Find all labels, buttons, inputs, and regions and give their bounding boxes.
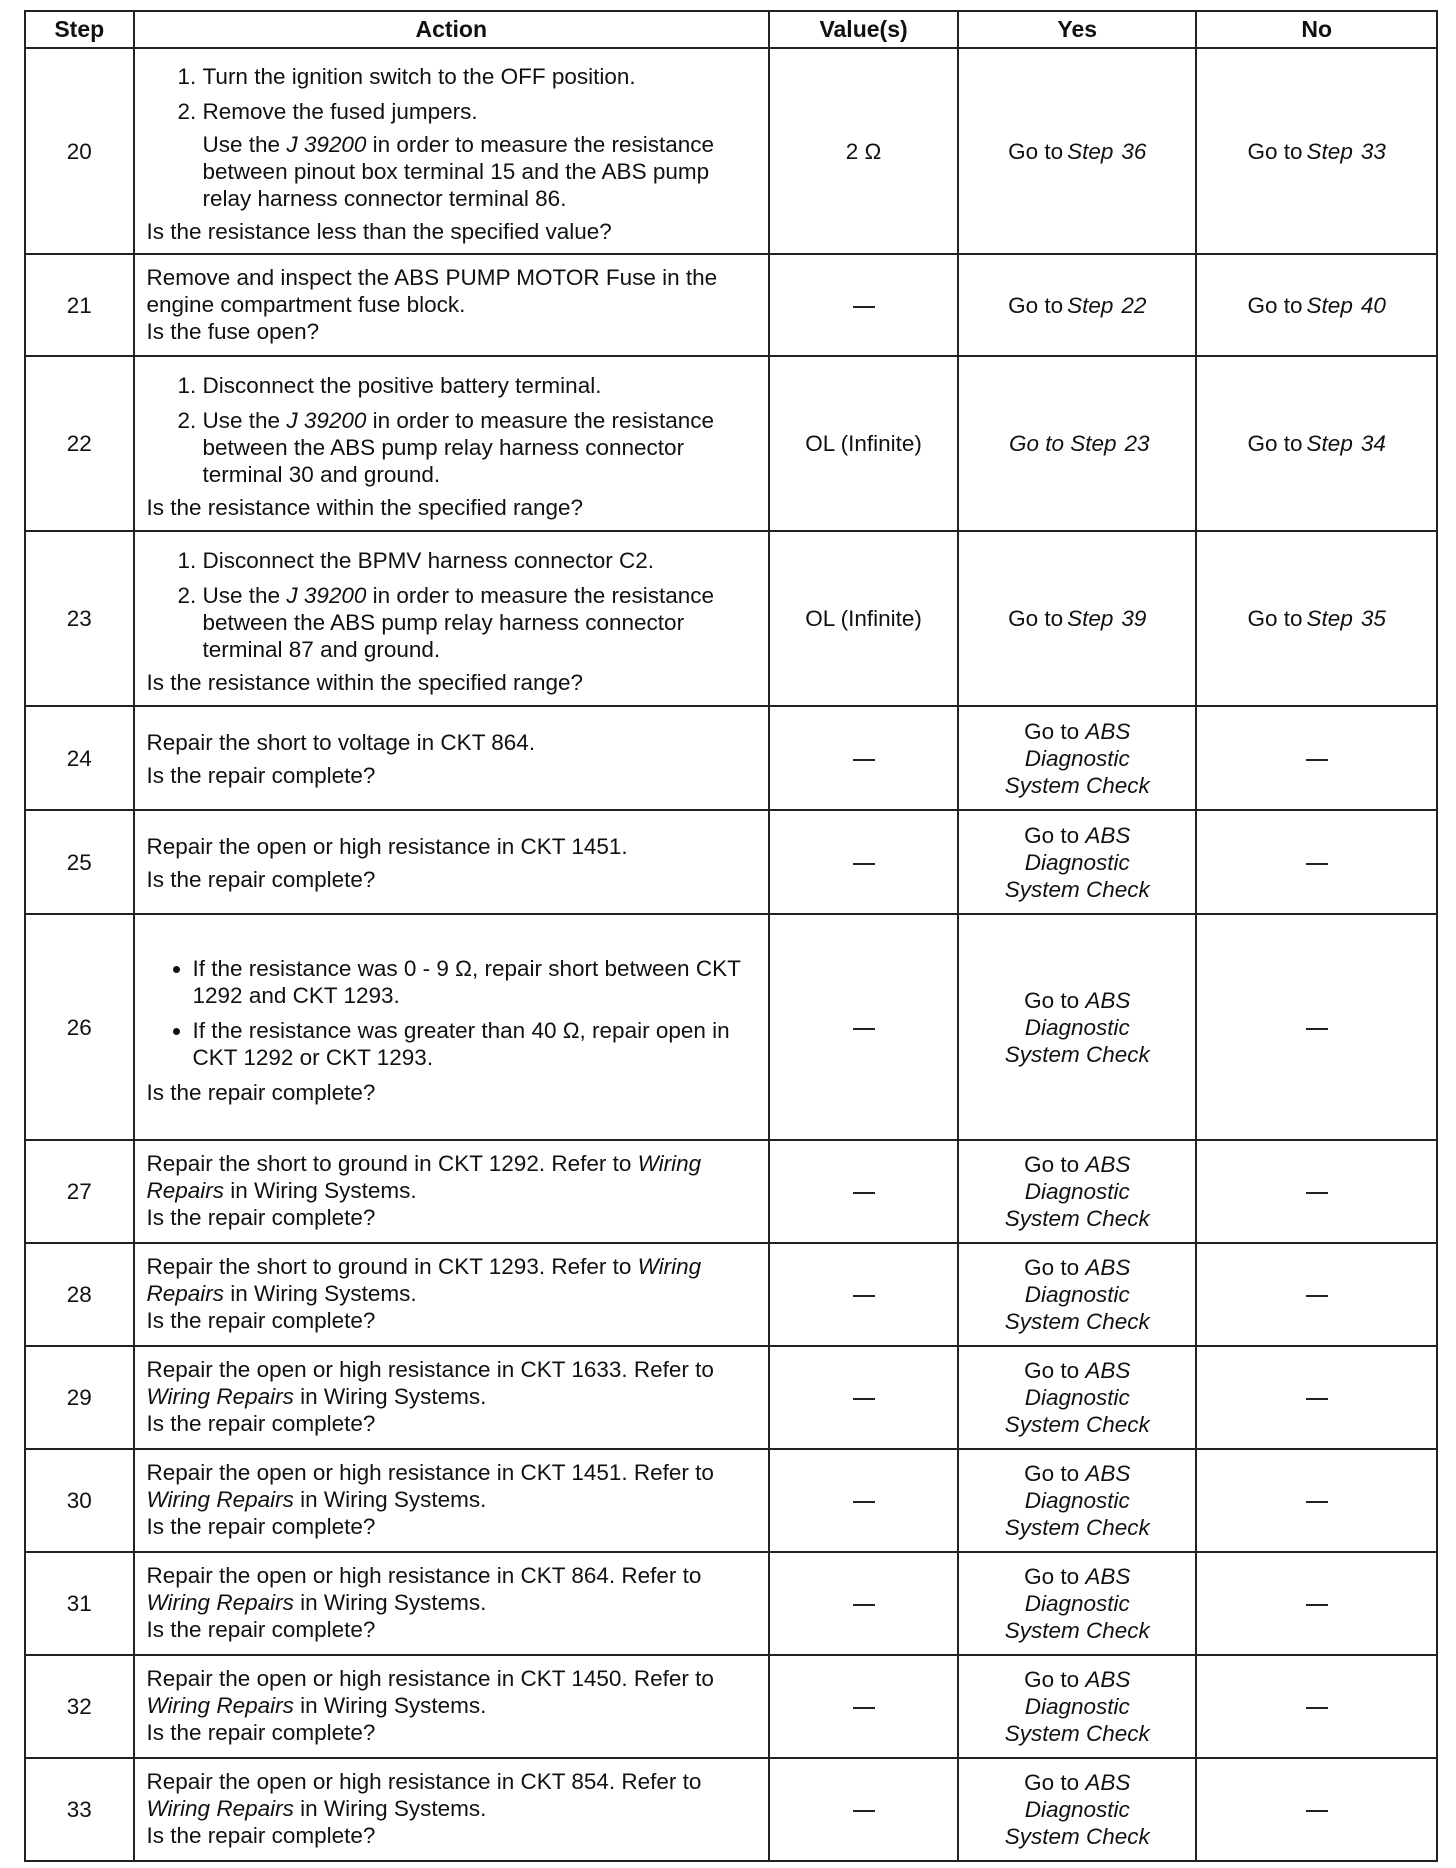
yes-cell: Go to ABS Diagnostic System Check xyxy=(958,1552,1196,1655)
yes-cell: Go to ABS Diagnostic System Check xyxy=(958,1243,1196,1346)
action-question: Is the repair complete? xyxy=(146,1205,376,1230)
action-bullet: • If the resistance was 0 - 9 Ω, repair short between CKT 1292 and CKT 1293. xyxy=(193,955,757,1009)
dash-icon xyxy=(853,1810,875,1812)
no-cell: Go to Step 35 xyxy=(1196,531,1437,706)
value-cell xyxy=(769,1346,958,1449)
diagnostic-table xyxy=(24,10,1438,1862)
step-number: 21 xyxy=(25,254,134,356)
step-number: 26 xyxy=(25,914,134,1140)
table-row xyxy=(25,1552,1437,1655)
action-question: Is the repair complete? xyxy=(146,1514,376,1539)
dash-icon xyxy=(1306,1398,1328,1400)
value-cell xyxy=(769,1243,958,1346)
action-text: Repair the open or high resistance in CKT 864. Refer to Wiring Repairs in Wiring Systems. xyxy=(146,1563,702,1615)
yes-cell: Go to ABS Diagnostic System Check xyxy=(958,810,1196,914)
yes-cell: Go to Step 39 xyxy=(958,531,1196,706)
action-cell xyxy=(134,356,770,531)
yes-cell: Go to ABS Diagnostic System Check xyxy=(958,1655,1196,1758)
step-number: 28 xyxy=(25,1243,134,1346)
step-number: 25 xyxy=(25,810,134,914)
no-cell xyxy=(1196,1758,1437,1861)
step-number: 31 xyxy=(25,1552,134,1655)
value-cell xyxy=(769,706,958,810)
action-question: Is the repair complete? xyxy=(146,1079,376,1105)
value-cell: 2 Ω xyxy=(769,48,958,254)
dash-icon xyxy=(853,863,875,865)
tool-name: J 39200 xyxy=(286,583,367,608)
action-question: Is the repair complete? xyxy=(146,763,376,788)
yes-cell: Go to Step 23 xyxy=(958,356,1196,531)
yes-cell: Go to ABS Diagnostic System Check xyxy=(958,1449,1196,1552)
dash-icon xyxy=(853,1604,875,1606)
action-item: 2. Use the J 39200 in order to measure the resistance between the ABS pump relay harness connector terminal 87 and ground. xyxy=(203,582,757,663)
action-question: Is the repair complete? xyxy=(146,867,376,892)
header-yes: Yes xyxy=(958,11,1196,48)
header-step: Step xyxy=(25,11,134,48)
action-text: Repair the open or high resistance in CKT 1451. xyxy=(146,834,628,859)
no-cell xyxy=(1196,1552,1437,1655)
yes-cell: Go to ABS Diagnostic System Check xyxy=(958,1346,1196,1449)
header-action: Action xyxy=(134,11,770,48)
dash-icon xyxy=(853,759,875,761)
table-row xyxy=(25,706,1437,810)
action-cell xyxy=(134,48,770,254)
action-cell xyxy=(134,706,770,810)
no-cell xyxy=(1196,810,1437,914)
action-item: 1. Turn the ignition switch to the OFF position. xyxy=(203,63,757,90)
table-row xyxy=(25,48,1437,254)
no-cell xyxy=(1196,1346,1437,1449)
dash-icon xyxy=(1306,1810,1328,1812)
value-cell xyxy=(769,1449,958,1552)
value-cell xyxy=(769,1758,958,1861)
action-item: 1. Disconnect the BPMV harness connector C2. xyxy=(203,547,757,574)
action-cell xyxy=(134,531,770,706)
action-text: Repair the open or high resistance in CKT 854. Refer to Wiring Repairs in Wiring Systems. xyxy=(146,1769,702,1821)
action-question: Is the resistance within the specified range? xyxy=(146,670,584,695)
action-text: Repair the open or high resistance in CKT 1633. Refer to Wiring Repairs in Wiring Systems. xyxy=(146,1357,714,1409)
action-cell xyxy=(134,1346,770,1449)
action-text: Repair the short to voltage in CKT 864. xyxy=(146,730,536,755)
dash-icon xyxy=(1306,1707,1328,1709)
table-row xyxy=(25,531,1437,706)
no-cell xyxy=(1196,914,1437,1140)
step-number: 27 xyxy=(25,1140,134,1243)
table-row xyxy=(25,1449,1437,1552)
dash-icon xyxy=(1306,759,1328,761)
action-question: Is the repair complete? xyxy=(146,1720,376,1745)
step-number: 24 xyxy=(25,706,134,810)
yes-cell: Go to ABS Diagnostic System Check xyxy=(958,1758,1196,1861)
action-note: Use the J 39200 in order to measure the resistance between pinout box terminal 15 and the ABS pump relay harness connector terminal 86. xyxy=(202,132,715,211)
action-question: Is the repair complete? xyxy=(146,1823,376,1848)
action-text: Repair the short to ground in CKT 1292. Refer to Wiring Repairs in Wiring Systems. xyxy=(146,1151,702,1203)
header-no: No xyxy=(1196,11,1437,48)
table-row xyxy=(25,1655,1437,1758)
dash-icon xyxy=(853,1501,875,1503)
table-row xyxy=(25,1243,1437,1346)
dash-icon xyxy=(853,1295,875,1297)
dash-icon xyxy=(1306,863,1328,865)
step-number: 29 xyxy=(25,1346,134,1449)
dash-icon xyxy=(1306,1028,1328,1030)
dash-icon xyxy=(853,1192,875,1194)
dash-icon xyxy=(1306,1192,1328,1194)
tool-name: J 39200 xyxy=(286,132,367,157)
dash-icon xyxy=(1306,1501,1328,1503)
no-cell xyxy=(1196,1243,1437,1346)
action-question: Is the resistance less than the specified value? xyxy=(146,219,612,244)
step-number: 33 xyxy=(25,1758,134,1861)
action-text: Repair the open or high resistance in CKT 1451. Refer to Wiring Repairs in Wiring Systems. xyxy=(146,1460,714,1512)
no-cell xyxy=(1196,1655,1437,1758)
action-cell xyxy=(134,1758,770,1861)
action-item: 2. Remove the fused jumpers. xyxy=(203,98,757,125)
action-cell xyxy=(134,810,770,914)
step-number: 20 xyxy=(25,48,134,254)
step-number: 22 xyxy=(25,356,134,531)
table-row xyxy=(25,1346,1437,1449)
dash-icon xyxy=(853,1398,875,1400)
no-cell: Go to Step 34 xyxy=(1196,356,1437,531)
action-cell xyxy=(134,254,770,356)
action-question: Is the fuse open? xyxy=(146,318,320,344)
value-cell xyxy=(769,1140,958,1243)
action-cell xyxy=(134,914,770,1140)
dash-icon xyxy=(1306,1295,1328,1297)
no-cell: Go to Step 40 xyxy=(1196,254,1437,356)
action-item: 2. Use the J 39200 in order to measure the resistance between the ABS pump relay harness connector terminal 30 and ground. xyxy=(203,407,757,488)
step-number: 32 xyxy=(25,1655,134,1758)
dash-icon xyxy=(853,1707,875,1709)
action-cell xyxy=(134,1140,770,1243)
table-row xyxy=(25,254,1437,356)
no-cell xyxy=(1196,1449,1437,1552)
no-cell xyxy=(1196,1140,1437,1243)
action-bullet: • If the resistance was greater than 40 Ω, repair open in CKT 1292 or CKT 1293. xyxy=(193,1017,757,1071)
step-number: 30 xyxy=(25,1449,134,1552)
table-row xyxy=(25,1140,1437,1243)
header-values: Value(s) xyxy=(769,11,958,48)
no-cell xyxy=(1196,706,1437,810)
tool-name: J 39200 xyxy=(286,408,367,433)
table-row xyxy=(25,1758,1437,1861)
value-cell xyxy=(769,1655,958,1758)
action-text: Repair the short to ground in CKT 1293. Refer to Wiring Repairs in Wiring Systems. xyxy=(146,1254,702,1306)
header-row xyxy=(25,11,1437,48)
action-question: Is the repair complete? xyxy=(146,1411,376,1436)
step-number: 23 xyxy=(25,531,134,706)
value-cell xyxy=(769,1552,958,1655)
value-cell xyxy=(769,914,958,1140)
yes-cell: Go to ABS Diagnostic System Check xyxy=(958,914,1196,1140)
yes-cell: Go to ABS Diagnostic System Check xyxy=(958,1140,1196,1243)
table-row xyxy=(25,914,1437,1140)
action-cell xyxy=(134,1655,770,1758)
action-cell xyxy=(134,1552,770,1655)
action-text: Repair the open or high resistance in CKT 1450. Refer to Wiring Repairs in Wiring Systems. xyxy=(146,1666,714,1718)
dash-icon xyxy=(853,306,875,308)
no-cell: Go to Step 33 xyxy=(1196,48,1437,254)
action-item: 1. Disconnect the positive battery terminal. xyxy=(203,372,757,399)
yes-cell: Go to Step 22 xyxy=(958,254,1196,356)
table-row xyxy=(25,356,1437,531)
action-cell xyxy=(134,1449,770,1552)
value-cell: OL (Infinite) xyxy=(769,531,958,706)
action-cell xyxy=(134,1243,770,1346)
action-question: Is the resistance within the specified range? xyxy=(146,495,584,520)
action-question: Is the repair complete? xyxy=(146,1308,376,1333)
value-cell: OL (Infinite) xyxy=(769,356,958,531)
value-cell xyxy=(769,254,958,356)
dash-icon xyxy=(1306,1604,1328,1606)
yes-cell: Go to ABS Diagnostic System Check xyxy=(958,706,1196,810)
table-row xyxy=(25,810,1437,914)
value-cell xyxy=(769,810,958,914)
yes-cell: Go to Step 36 xyxy=(958,48,1196,254)
action-question: Is the repair complete? xyxy=(146,1617,376,1642)
dash-icon xyxy=(853,1028,875,1030)
action-text: Remove and inspect the ABS PUMP MOTOR Fuse in the engine compartment fuse block. xyxy=(146,264,718,317)
